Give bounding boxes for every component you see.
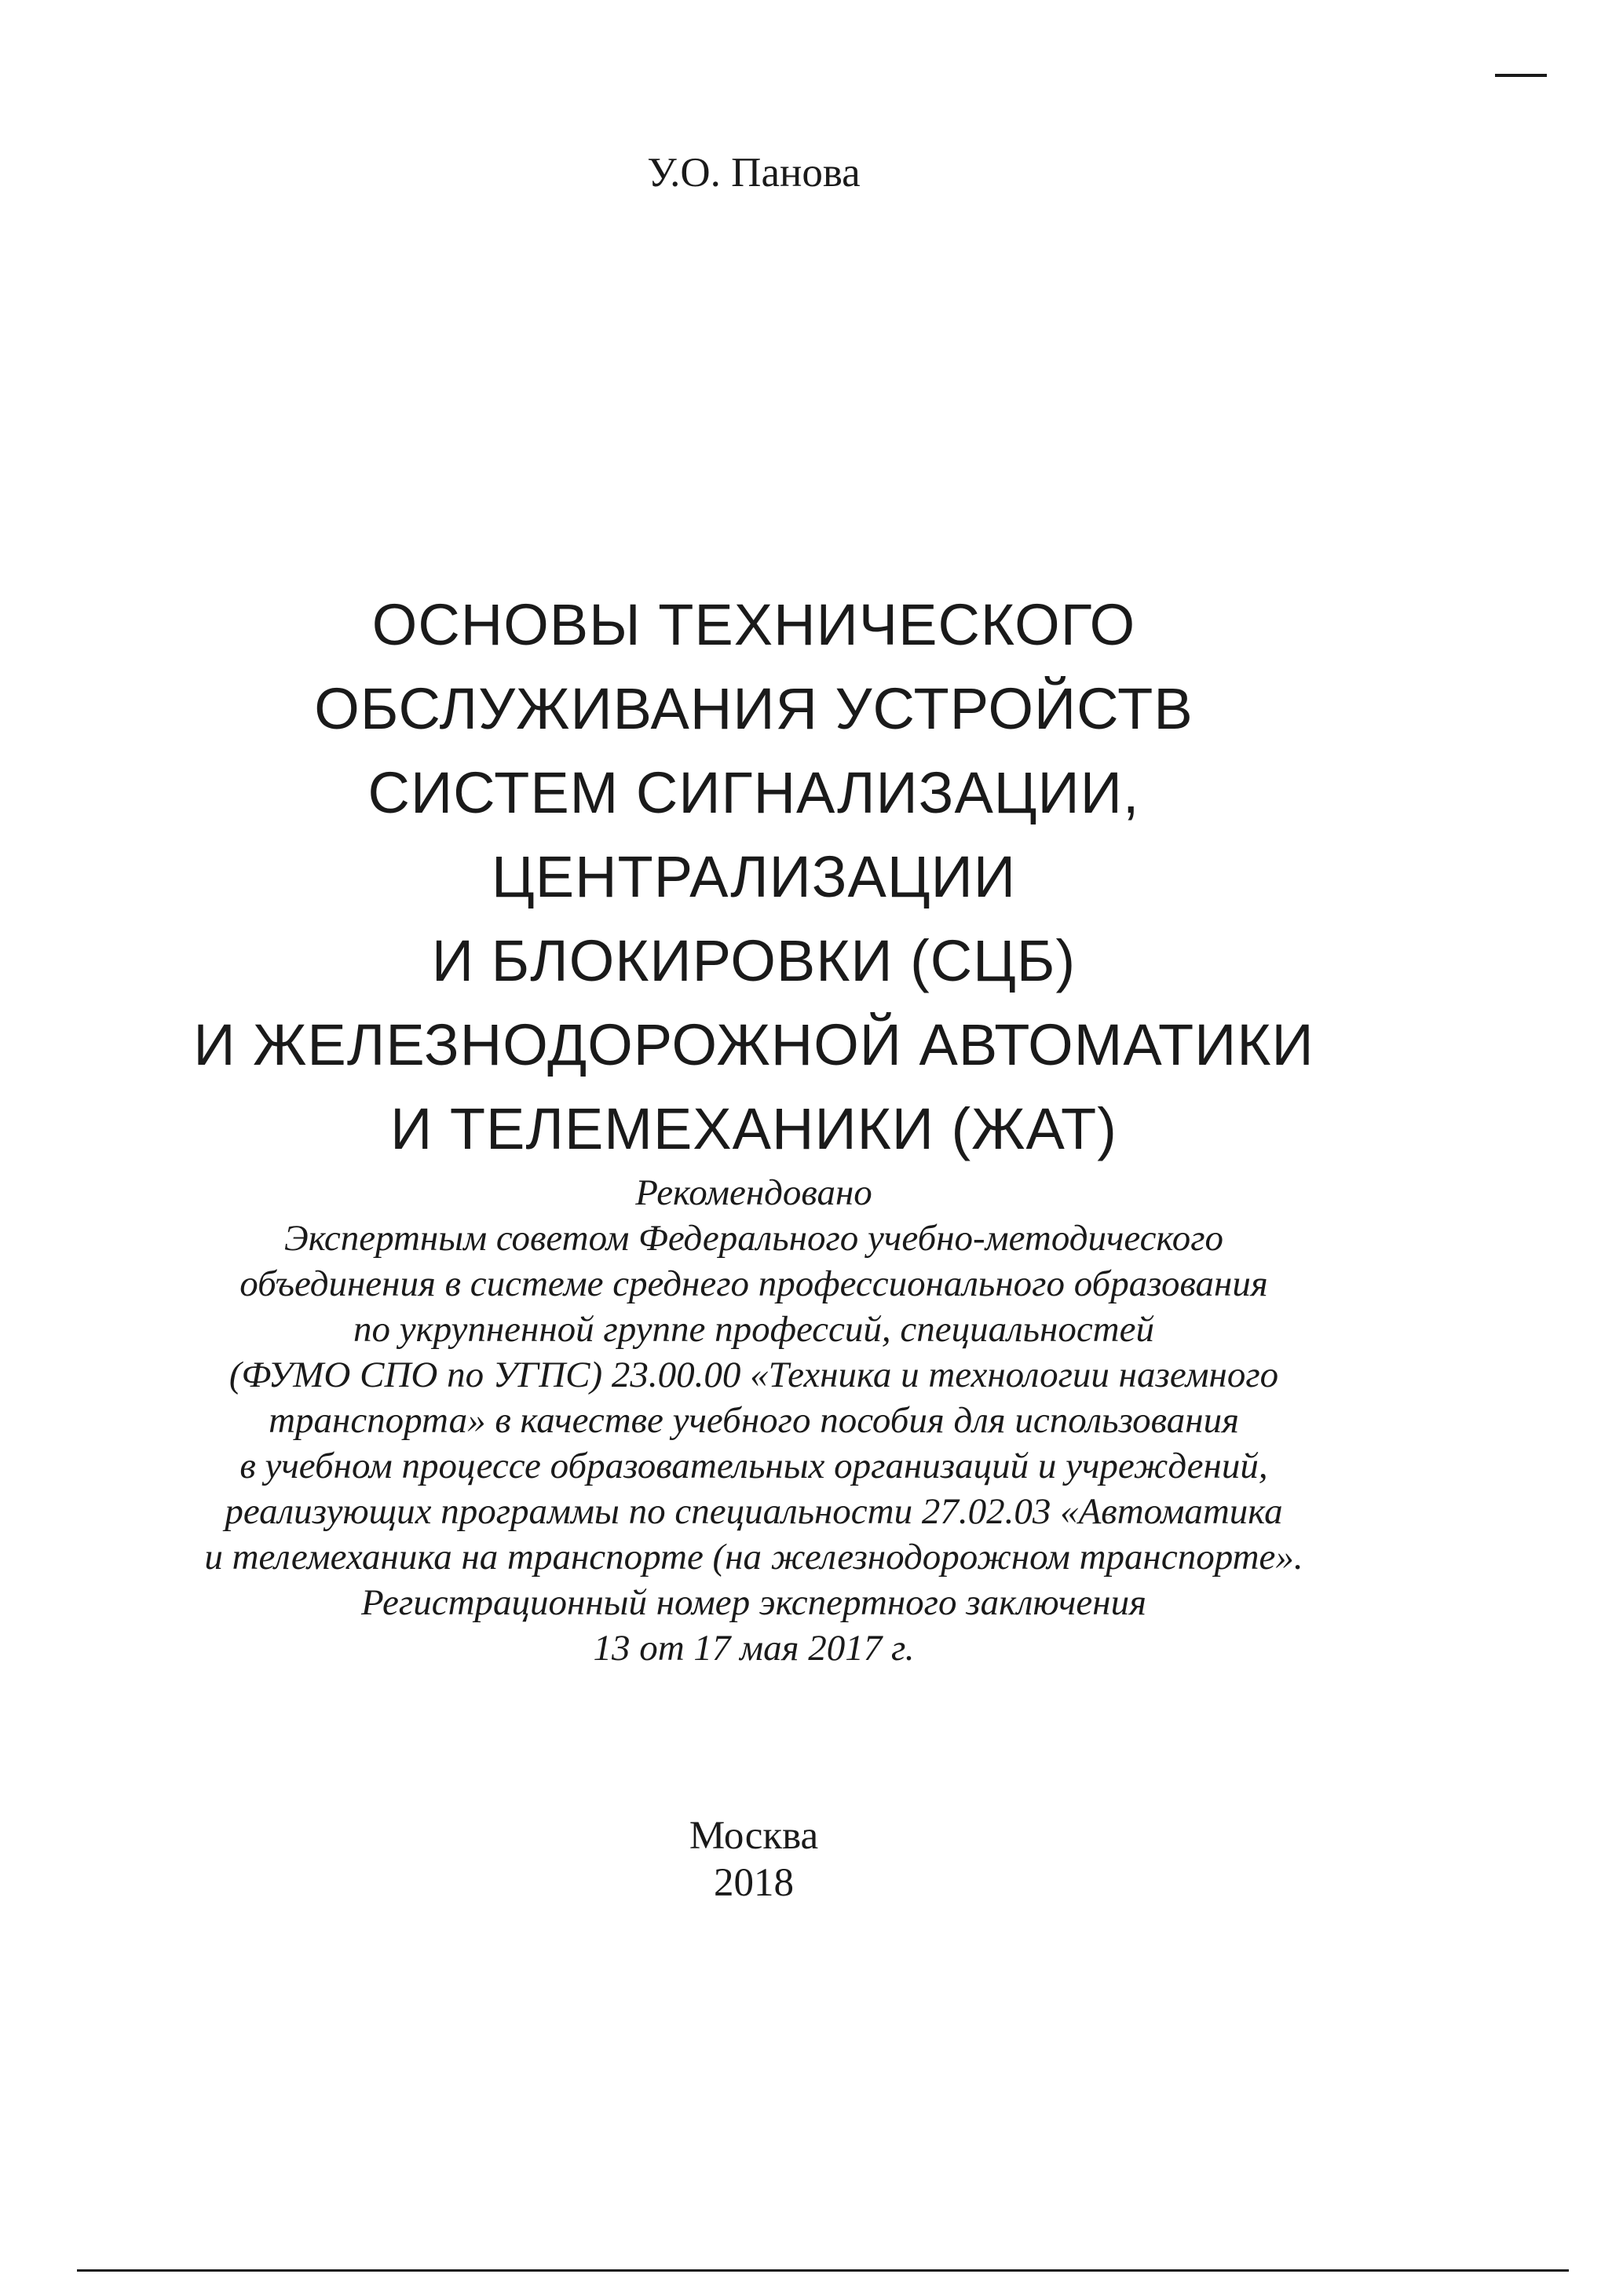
title-line: ОБСЛУЖИВАНИЯ УСТРОЙСТВ bbox=[314, 676, 1193, 741]
corner-mark bbox=[1495, 74, 1547, 77]
book-title bbox=[0, 583, 1508, 1171]
author: У.О. Панова bbox=[647, 150, 861, 196]
imprint-city: Москва bbox=[689, 1814, 819, 1858]
recommendation-line: Регистрационный номер экспертного заключения bbox=[361, 1582, 1146, 1623]
title-line: И ТЕЛЕМЕХАНИКИ (ЖАТ) bbox=[390, 1096, 1117, 1161]
title-line: ЦЕНТРАЛИЗАЦИИ bbox=[491, 844, 1017, 909]
recommendation-line: по укрупненной группе профессий, специальностей bbox=[353, 1309, 1154, 1350]
recommendation-line: Рекомендовано bbox=[635, 1172, 872, 1213]
recommendation-line: транспорта» в качестве учебного пособия для использования bbox=[269, 1400, 1239, 1441]
title-line: ОСНОВЫ ТЕХНИЧЕСКОГО bbox=[371, 592, 1136, 657]
title-line: СИСТЕМ СИГНАЛИЗАЦИИ, bbox=[367, 760, 1140, 825]
recommendation-line: реализующих программы по специальности 27.02.03 «Автоматика bbox=[225, 1491, 1283, 1532]
recommendation-line: в учебном процессе образовательных организаций и учреждений, bbox=[239, 1446, 1268, 1486]
recommendation-line: объединения в системе среднего профессионального образования bbox=[239, 1263, 1268, 1304]
title-line: И БЛОКИРОВКИ (СЦБ) bbox=[431, 928, 1077, 993]
recommendation-line: Экспертным советом Федерального учебно-методического bbox=[283, 1218, 1224, 1259]
title-line: И ЖЕЛЕЗНОДОРОЖНОЙ АВТОМАТИКИ bbox=[193, 1012, 1314, 1077]
imprint-year: 2018 bbox=[714, 1861, 794, 1905]
bottom-rule bbox=[77, 2269, 1569, 2272]
recommendation-line: и телемеханика на транспорте (на железнодорожном транспорте». bbox=[204, 1537, 1303, 1578]
recommendation-block bbox=[0, 1170, 1508, 1671]
imprint bbox=[0, 1812, 1508, 1907]
recommendation-line: 13 от 17 мая 2017 г. bbox=[593, 1628, 915, 1669]
recommendation-line: (ФУМО СПО по УГПС) 23.00.00 «Техника и технологии наземного bbox=[228, 1355, 1279, 1395]
